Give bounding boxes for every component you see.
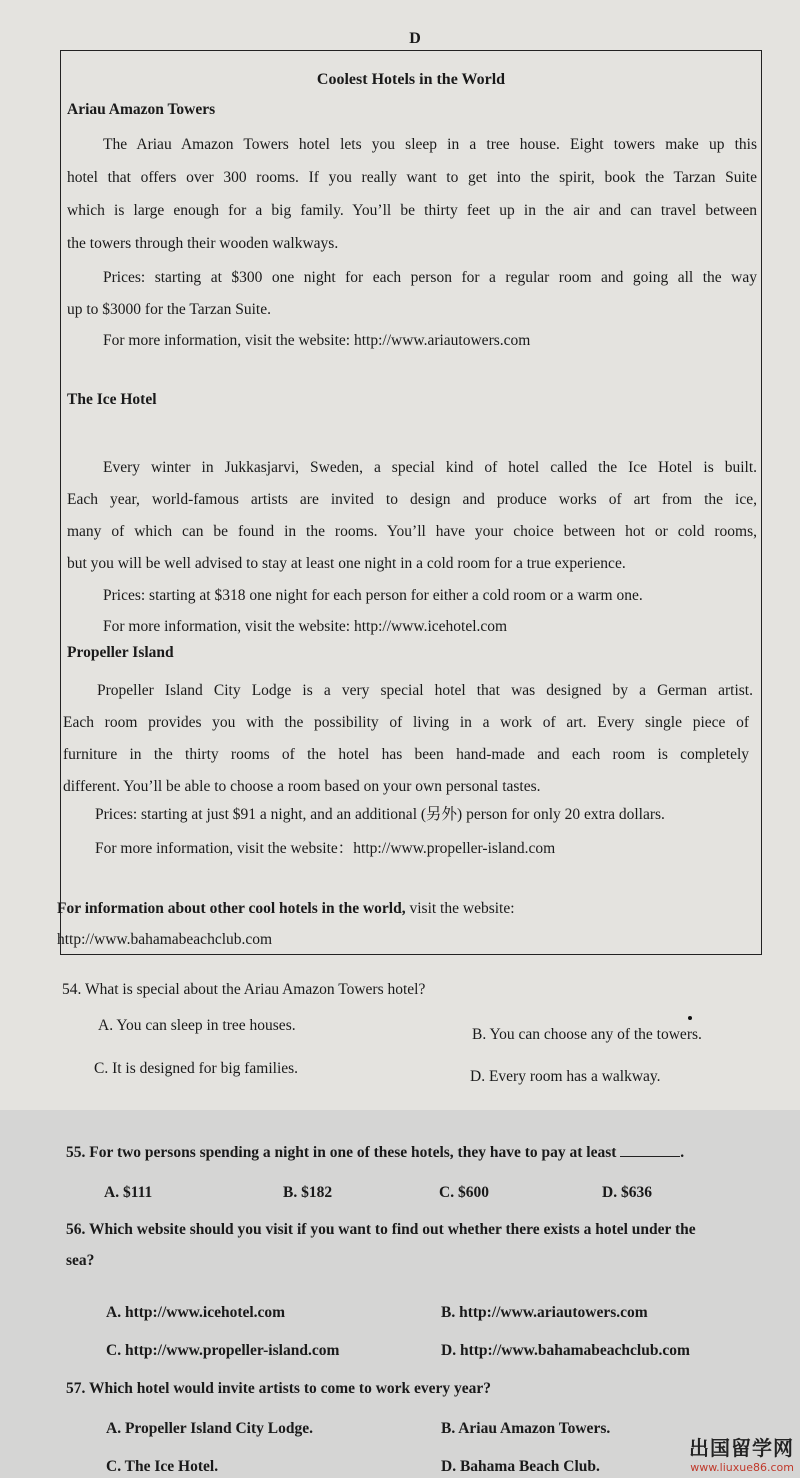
exam-page-bottom xyxy=(0,1110,800,1478)
passage-line: Propeller Island City Lodge is a very special hotel that was designed by a German artist. xyxy=(97,682,753,699)
ink-dot xyxy=(688,1016,692,1020)
passage-line: many of which can be found in the rooms. You’ll have your choice between hot or cold rooms, xyxy=(67,523,757,540)
hotel-heading-ice: The Ice Hotel xyxy=(67,391,157,408)
answer-option: C. http://www.propeller-island.com xyxy=(106,1342,340,1359)
passage-line: Each year, world-famous artists are invited to design and produce works of art from the ice, xyxy=(67,491,757,508)
passage-line: Each room provides you with the possibility of living in a work of art. Every single piece of xyxy=(63,714,749,731)
question-stem-end: . xyxy=(680,1144,685,1161)
answer-option: D. http://www.bahamabeachclub.com xyxy=(441,1342,690,1359)
question-stem: 56. Which website should you visit if you want to find out whether there exists a hotel under the xyxy=(66,1221,696,1238)
watermark-url: www.liuxue86.com xyxy=(690,1461,794,1474)
answer-option: D. Every room has a walkway. xyxy=(470,1068,661,1085)
question-stem: 54. What is special about the Ariau Amazon Towers hotel? xyxy=(62,981,426,998)
answer-option: B. $182 xyxy=(283,1184,333,1201)
passage-line: Prices: starting at $300 one night for each person for a regular room and going all the way xyxy=(103,269,757,286)
passage-title: Coolest Hotels in the World xyxy=(316,71,506,88)
answer-option: B. You can choose any of the towers. xyxy=(472,1026,702,1043)
answer-option: B. http://www.ariautowers.com xyxy=(441,1304,648,1321)
passage-box xyxy=(57,50,762,955)
hotel-heading-propeller: Propeller Island xyxy=(67,644,174,661)
answer-option: A. $111 xyxy=(104,1184,153,1201)
passage-line: the towers through their wooden walkways. xyxy=(67,235,339,252)
watermark-chinese: 出国留学网 xyxy=(689,1436,794,1460)
passage-line: up to $3000 for the Tarzan Suite. xyxy=(67,301,271,318)
question-stem-text: 55. For two persons spending a night in one of these hotels, they have to pay at least xyxy=(66,1144,617,1161)
answer-option: A. You can sleep in tree houses. xyxy=(98,1017,296,1034)
answer-option: D. Bahama Beach Club. xyxy=(441,1458,600,1475)
passage-line: Prices: starting at just $91 a night, and an additional (另外) person for only 20 extra dollars. xyxy=(95,806,665,823)
question-stem: sea? xyxy=(66,1252,95,1269)
passage-line: different. You’ll be able to choose a room based on your own personal tastes. xyxy=(63,778,541,795)
passage-line: furniture in the thirty rooms of the hotel has been hand-made and each room is completely xyxy=(63,746,749,763)
passage-line: Every winter in Jukkasjarvi, Sweden, a special kind of hotel called the Ice Hotel is built. xyxy=(103,459,757,476)
passage-line: which is large enough for a big family. You’ll be thirty feet up in the air and can travel between xyxy=(67,202,757,219)
answer-option: A. http://www.icehotel.com xyxy=(106,1304,286,1321)
passage-footer xyxy=(57,899,515,919)
question-stem xyxy=(66,1142,684,1162)
footer-url: http://www.bahamabeachclub.com xyxy=(57,931,273,948)
passage-line: For more information, visit the website: http://www.icehotel.com xyxy=(103,618,508,635)
hotel-heading-ariau: Ariau Amazon Towers xyxy=(67,101,216,118)
section-letter: D xyxy=(409,30,421,47)
passage-line: hotel that offers over 300 rooms. If you really want to get into the spirit, book the Tarzan Suite xyxy=(67,169,757,186)
answer-option: C. The Ice Hotel. xyxy=(106,1458,219,1475)
passage-line: For more information, visit the website: http://www.ariautowers.com xyxy=(103,332,531,349)
footer-text: visit the website: xyxy=(405,900,515,917)
answer-option: B. Ariau Amazon Towers. xyxy=(441,1420,611,1437)
question-stem: 57. Which hotel would invite artists to come to work every year? xyxy=(66,1380,492,1397)
passage-line: The Ariau Amazon Towers hotel lets you sleep in a tree house. Eight towers make up this xyxy=(103,136,757,153)
answer-option: C. $600 xyxy=(439,1184,489,1201)
answer-option: D. $636 xyxy=(602,1184,652,1201)
footer-bold-text: For information about other cool hotels in the world, xyxy=(57,900,406,917)
answer-option: A. Propeller Island City Lodge. xyxy=(106,1420,313,1437)
answer-option: C. It is designed for big families. xyxy=(94,1060,299,1077)
site-watermark xyxy=(689,1432,794,1474)
passage-line: but you will be well advised to stay at least one night in a cold room for a true experience. xyxy=(67,555,626,572)
passage-line: For more information, visit the website：http://www.propeller-island.com xyxy=(95,840,556,857)
answer-blank xyxy=(620,1142,680,1157)
passage-line: Prices: starting at $318 one night for each person for either a cold room or a warm one. xyxy=(103,587,643,604)
